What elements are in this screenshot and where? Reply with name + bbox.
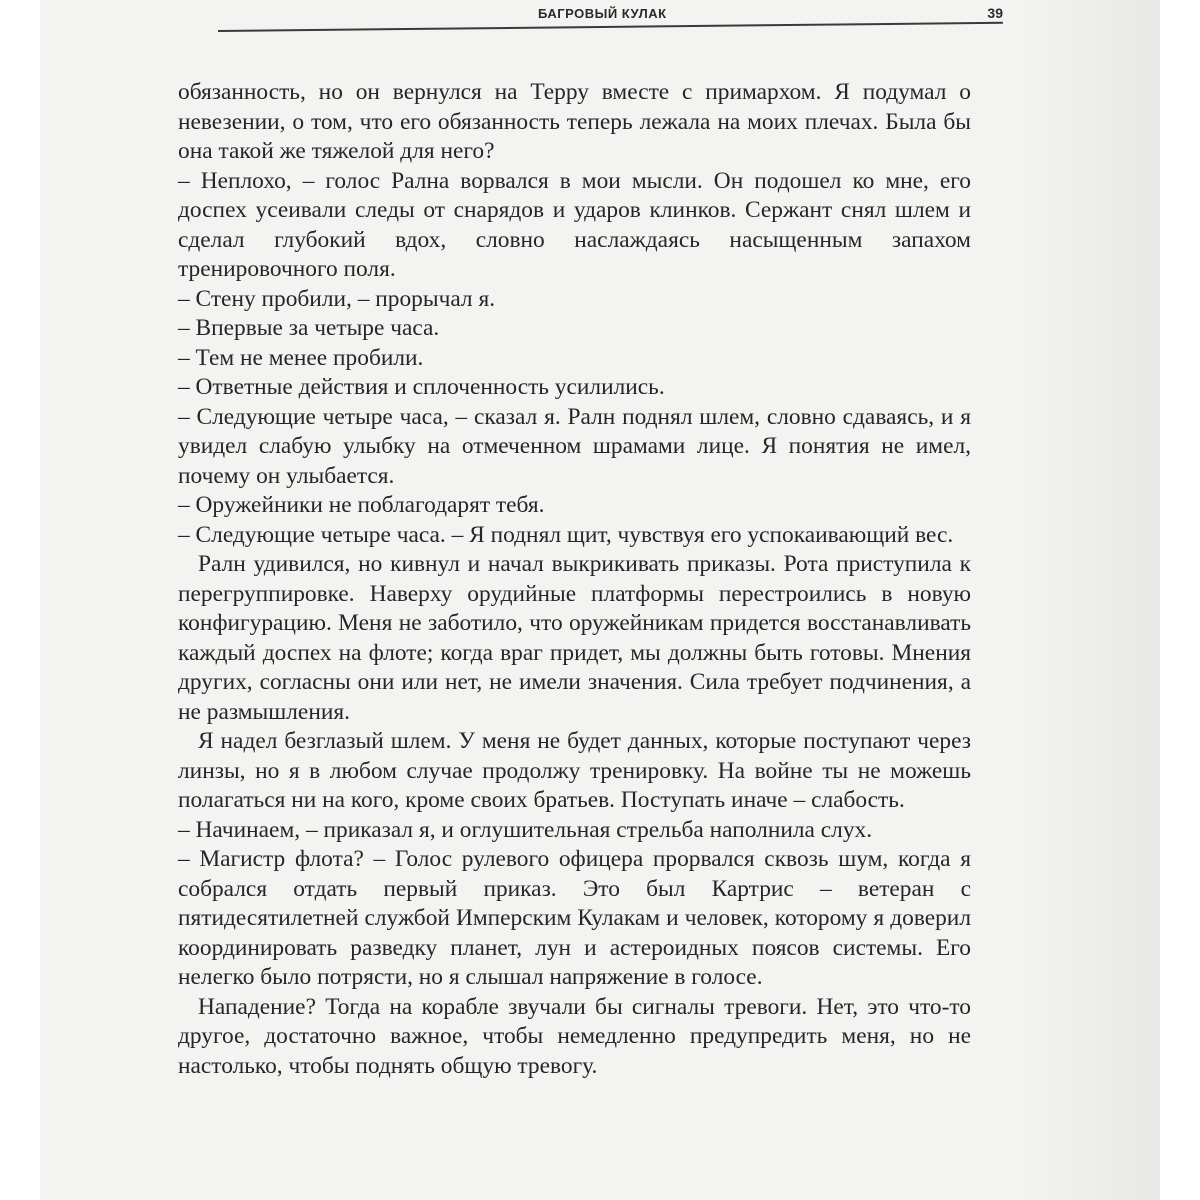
dialogue-line: – Начинаем, – приказал я, и оглушительная стрельба наполнила слух. [178,816,873,843]
header-rule [218,22,1003,32]
page-header [218,2,1013,42]
dialogue-line: – Оружейники не поблагодарят тебя. [178,492,545,518]
page-number: 39 [987,5,1003,21]
paragraph: обязанность, но он вернулся на Терру вместе с примархом. Я подумал о невезении, о том, что его обязанность теперь лежала на моих плечах. Была бы она такой же тяжелой для него? [178,79,971,164]
paragraph: Я надел безглазый шлем. У меня не будет данных, которые поступают через линзы, но я в любом случае продолжу тренировку. На войне ты не можешь полагаться ни на кого, кроме своих братьев. Поступать иначе – слабость. [178,728,971,813]
running-title: БАГРОВЫЙ КУЛАК [538,6,667,21]
dialogue-line: – Неплохо, – голос Рална ворвался в мои мысли. Он подошел ко мне, его доспех усеивали следы от снарядов и ударов клинков. Сержант снял шлем и сделал глубокий вдох, словно наслаждаясь насыщенным запахом тренировочного поля. [178,167,971,282]
dialogue-line: – Впервые за четыре часа. [178,315,440,341]
dialogue-line: – Следующие четыре часа, – сказал я. Ралн поднял шлем, словно сдаваясь, и я увидел слабую улыбку на отмеченном шрамами лице. Я понятия не имел, почему он улыбается. [178,403,971,489]
dialogue-line: – Магистр флота? – Голос рулевого офицера прорвался сквозь шум, когда я собрался отдать первый приказ. Это был Картрис – ветеран с пятидесятилетней службой Имперским Кулакам и человек, которому я доверил координировать разведку планет, лун и астероидных поясов системы. Его нелегко было потрясти, но я слышал напряжение в голосе. [178,846,971,990]
dialogue-line: – Стену пробили, – прорычал я. [178,285,496,312]
dialogue-line: – Ответные действия и сплоченность усилились. [178,374,665,400]
paragraph: Нападение? Тогда на корабле звучали бы сигналы тревоги. Нет, это что-то другое, достаточно важное, чтобы немедленно предупредить меня, но не настолько, чтобы поднять общую тревогу. [178,993,971,1079]
body-text [178,78,971,1081]
dialogue-line: – Тем не менее пробили. [178,344,424,371]
dialogue-line: – Следующие четыре часа. – Я поднял щит, чувствуя его успокаивающий вес. [178,521,954,548]
page-shadow [1020,0,1160,1200]
paragraph: Ралн удивился, но кивнул и начал выкрикивать приказы. Рота приступила к перегруппировке. Наверху орудийные платформы перестроились в новую конфигурацию. Меня не заботило, что оружейникам придется восстанавливать каждый доспех на флоте; когда враг придет, мы должны быть готовы. Мнения других, согласны они или нет, не имели значения. Сила требует подчинения, а не размышления. [178,551,971,725]
